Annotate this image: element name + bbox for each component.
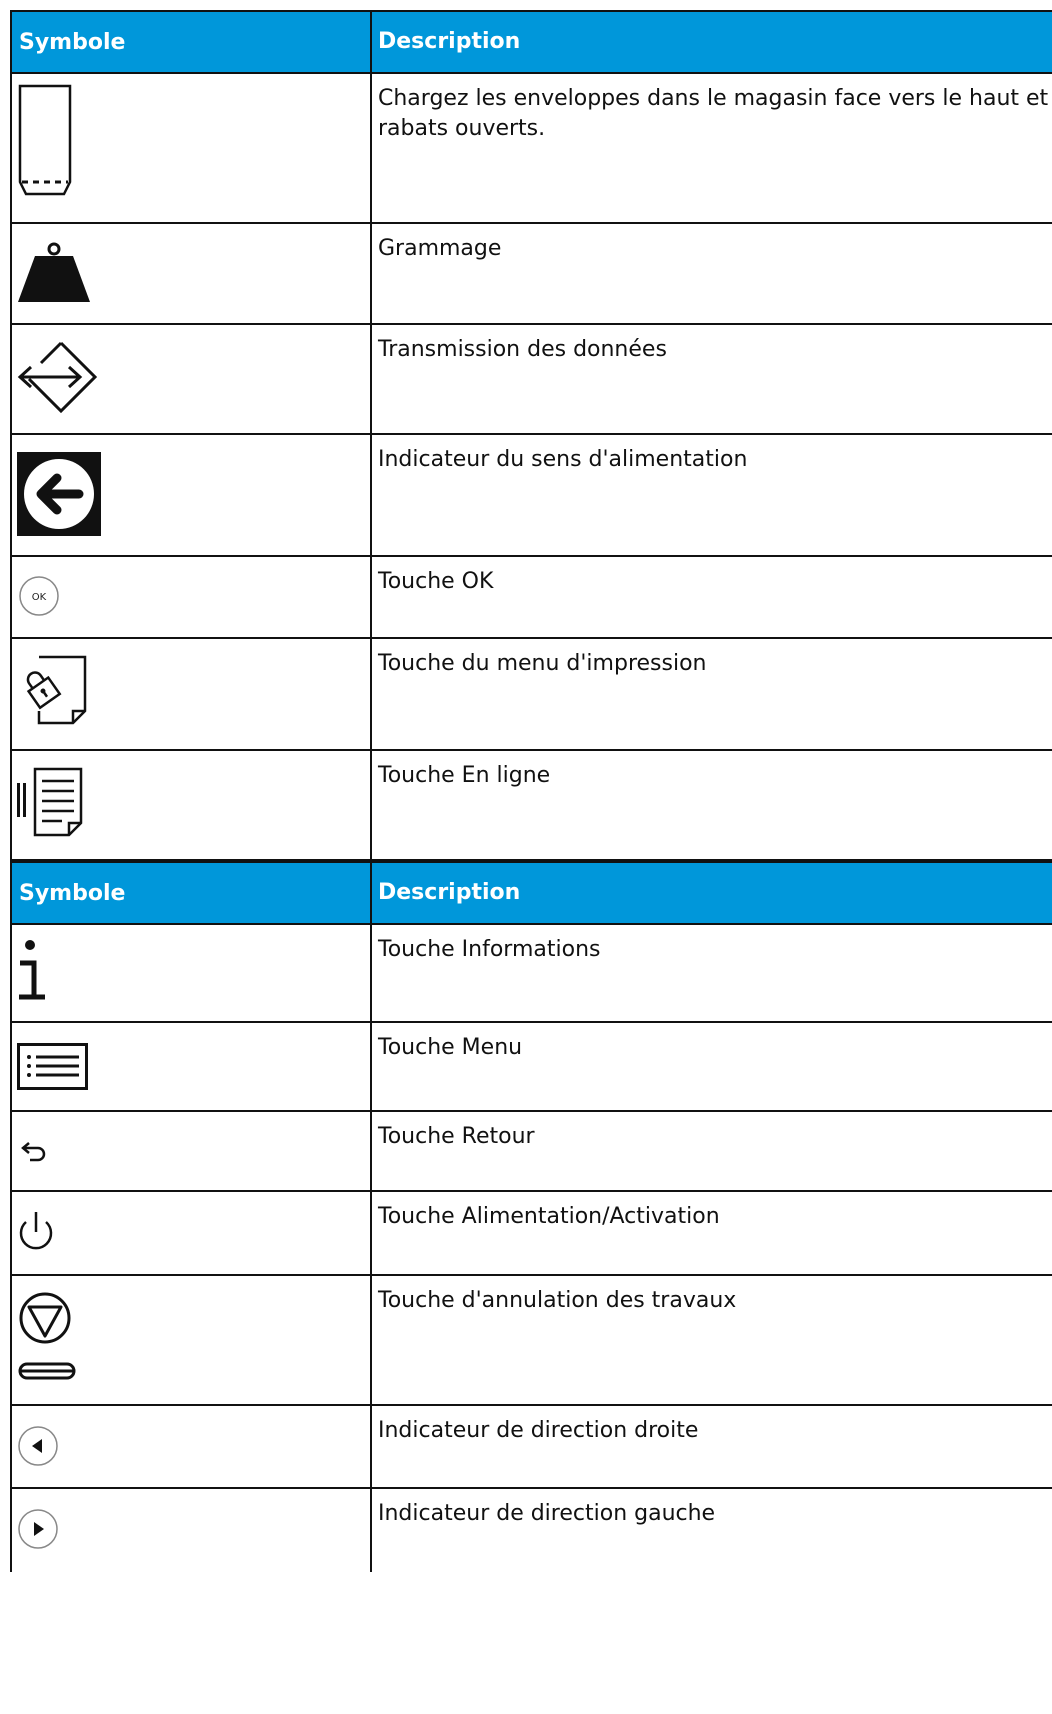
description-column-header: Description bbox=[370, 863, 1052, 923]
row-description: Indicateur du sens d'alimentation bbox=[370, 435, 1052, 555]
symbols-table bbox=[10, 10, 1052, 1572]
table-row bbox=[10, 1276, 1052, 1406]
print-menu-icon bbox=[17, 653, 89, 729]
table-row bbox=[10, 557, 1052, 639]
row-description: Touche En ligne bbox=[370, 751, 1052, 859]
ok-button-icon bbox=[17, 574, 61, 618]
table-row bbox=[10, 325, 1052, 435]
back-icon bbox=[18, 1140, 50, 1164]
left-arrow-button-icon bbox=[16, 1424, 60, 1468]
envelope-icon bbox=[18, 84, 78, 204]
row-description: Touche Retour bbox=[370, 1112, 1052, 1190]
row-description: Touche Menu bbox=[370, 1023, 1052, 1110]
table-row bbox=[10, 1192, 1052, 1276]
table-row bbox=[10, 925, 1052, 1023]
row-description: Indicateur de direction gauche bbox=[370, 1489, 1052, 1572]
row-description: Touche Informations bbox=[370, 925, 1052, 1021]
table-row bbox=[10, 1023, 1052, 1112]
description-column-header: Description bbox=[370, 12, 1052, 72]
row-description: Touche du menu d'impression bbox=[370, 639, 1052, 749]
symbol-column-header: Symbole bbox=[10, 863, 370, 923]
info-icon bbox=[16, 935, 56, 1005]
power-icon bbox=[16, 1210, 56, 1254]
row-description: Touche Alimentation/Activation bbox=[370, 1192, 1052, 1274]
table-header bbox=[10, 863, 1052, 925]
table-row bbox=[10, 74, 1052, 224]
table-header bbox=[10, 12, 1052, 74]
row-description: Indicateur de direction droite bbox=[370, 1406, 1052, 1487]
data-transmission-icon bbox=[17, 339, 99, 415]
symbol-column-header: Symbole bbox=[10, 12, 370, 72]
right-arrow-button-icon bbox=[16, 1507, 60, 1551]
table-row bbox=[10, 435, 1052, 557]
feed-direction-arrow-icon bbox=[17, 452, 101, 536]
table-row bbox=[10, 1489, 1052, 1572]
table-row bbox=[10, 639, 1052, 751]
table-row bbox=[10, 1406, 1052, 1489]
ok-icon-label: OK bbox=[31, 592, 47, 603]
row-description: Touche d'annulation des travaux bbox=[370, 1276, 1052, 1404]
row-description: Transmission des données bbox=[370, 325, 1052, 433]
menu-icon bbox=[17, 1043, 89, 1091]
row-description: Touche OK bbox=[370, 557, 1052, 637]
cancel-job-icon bbox=[17, 1292, 81, 1388]
table-row bbox=[10, 1112, 1052, 1192]
weight-icon bbox=[17, 242, 91, 304]
table-row bbox=[10, 751, 1052, 863]
row-description: Grammage bbox=[370, 224, 1052, 323]
online-icon bbox=[17, 765, 89, 841]
row-description: Chargez les enveloppes dans le magasin face vers le haut et rabats ouverts. bbox=[370, 74, 1052, 222]
table-row bbox=[10, 224, 1052, 325]
